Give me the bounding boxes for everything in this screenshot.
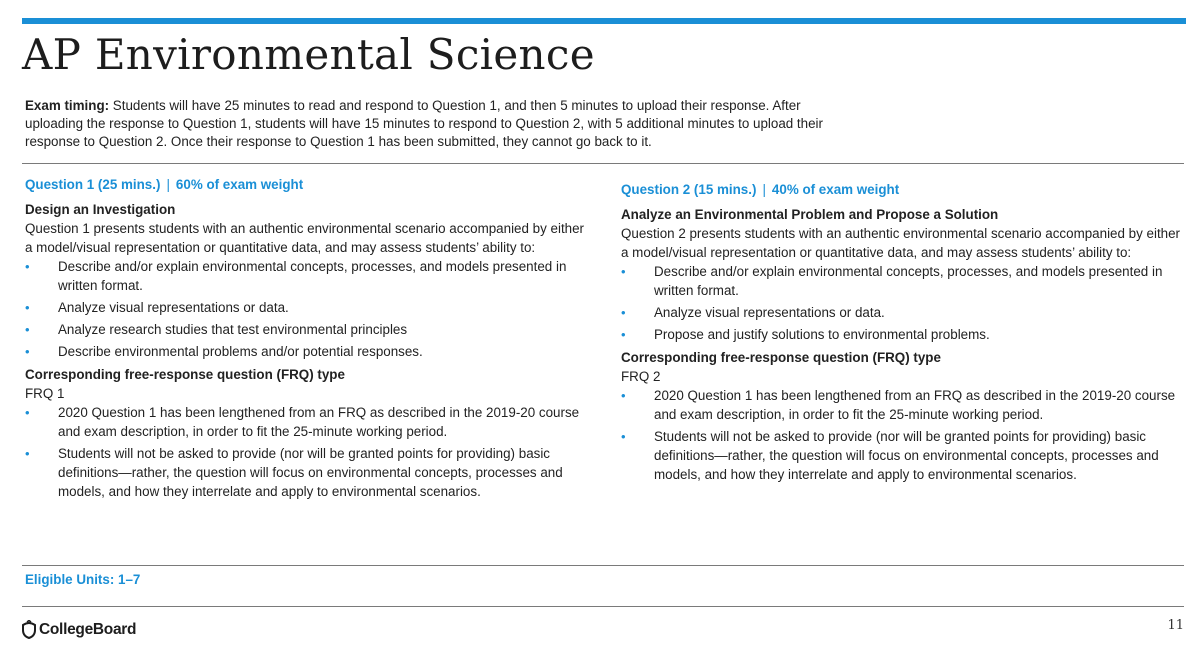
exam-timing-text: Students will have 25 minutes to read and respond to Question 1, and then 5 minutes to upload their response. After uploading the response to Question 1, students will have 15 minutes to respond to Question 2, with 5 additional minutes to upload their response to Question 2. Once their response to Question 1 has been submitted, they cannot go back to it. — [25, 98, 823, 149]
collegeboard-logo — [21, 620, 136, 639]
bullet-icon: • — [621, 388, 626, 403]
list-item: • Students will not be asked to provide (nor will be granted points for providing) basic definitions—rather, the question will focus on environmental concepts, processes and models, and how they interrelate and apply to environmental scenarios. — [621, 429, 1159, 482]
divider-middle — [22, 565, 1184, 566]
divider-top — [22, 163, 1184, 164]
list-item: • Propose and justify solutions to environmental problems. — [621, 327, 990, 342]
bullet-icon: • — [25, 300, 30, 315]
top-accent-bar — [22, 18, 1186, 24]
list-item: • Describe and/or explain environmental concepts, processes, and models presented in written format. — [25, 259, 567, 293]
page-number: 11 — [1167, 618, 1184, 633]
question-2-subtitle: Analyze an Environmental Problem and Propose a Solution — [621, 207, 999, 222]
bullet-icon: • — [621, 429, 626, 444]
question-1-skills-list — [25, 257, 585, 361]
logo-text: CollegeBoard — [39, 620, 137, 638]
acorn-shield-icon — [21, 620, 37, 639]
list-item: • 2020 Question 1 has been lengthened from an FRQ as described in the 2019-20 course and exam description, in order to fit the 25-minute working period. — [25, 405, 580, 439]
list-item: • Describe and/or explain environmental concepts, processes, and models presented in written format. — [621, 264, 1163, 298]
eligible-units: Eligible Units: 1–7 — [25, 572, 141, 587]
question-2-heading: Question 2 (15 mins.) | 40% of exam weight — [621, 182, 900, 197]
divider-bottom — [22, 606, 1184, 607]
page-title: AP Environmental Science — [22, 30, 595, 79]
question-2-section — [621, 180, 1181, 487]
question-1-subtitle: Design an Investigation — [25, 202, 176, 217]
list-item: • Students will not be asked to provide (nor will be granted points for providing) basic definitions—rather, the question will focus on environmental concepts, processes and models, and how they interrelate and apply to environmental scenarios. — [25, 446, 563, 499]
question-2-notes-list — [621, 386, 1181, 484]
bullet-icon: • — [621, 305, 626, 320]
list-item: • Analyze visual representations or data. — [25, 300, 289, 315]
question-1-frq-type: FRQ 1 — [25, 386, 65, 401]
exam-timing — [25, 97, 855, 151]
bullet-icon: • — [621, 264, 626, 279]
bullet-icon: • — [25, 344, 30, 359]
list-item: • 2020 Question 1 has been lengthened from an FRQ as described in the 2019-20 course and exam description, in order to fit the 25-minute working period. — [621, 388, 1176, 422]
question-1-notes-list — [25, 403, 585, 501]
question-1-heading: Question 1 (25 mins.) | 60% of exam weight — [25, 177, 304, 192]
question-2-intro: Question 2 presents students with an authentic environmental scenario accompanied by either a model/visual representation or quantitative data, and may assess students’ ability to: — [621, 226, 1181, 260]
bullet-icon: • — [25, 322, 30, 337]
list-item: • Analyze research studies that test environmental principles — [25, 322, 408, 337]
question-2-skills-list — [621, 262, 1181, 344]
exam-timing-label: Exam timing: — [25, 98, 110, 113]
question-2-frq-type: FRQ 2 — [621, 369, 661, 384]
bullet-icon: • — [25, 259, 30, 274]
question-2-frq-heading: Corresponding free-response question (FRQ) type — [621, 350, 941, 365]
bullet-icon: • — [25, 405, 30, 420]
bullet-icon: • — [25, 446, 30, 461]
question-1-intro: Question 1 presents students with an authentic environmental scenario accompanied by either a model/visual representation or quantitative data, and may assess students’ ability to: — [25, 221, 585, 255]
list-item: • Describe environmental problems and/or potential responses. — [25, 344, 423, 359]
bullet-icon: • — [621, 327, 626, 342]
list-item: • Analyze visual representations or data. — [621, 305, 885, 320]
question-1-section — [25, 175, 585, 504]
question-1-frq-heading: Corresponding free-response question (FRQ) type — [25, 367, 345, 382]
